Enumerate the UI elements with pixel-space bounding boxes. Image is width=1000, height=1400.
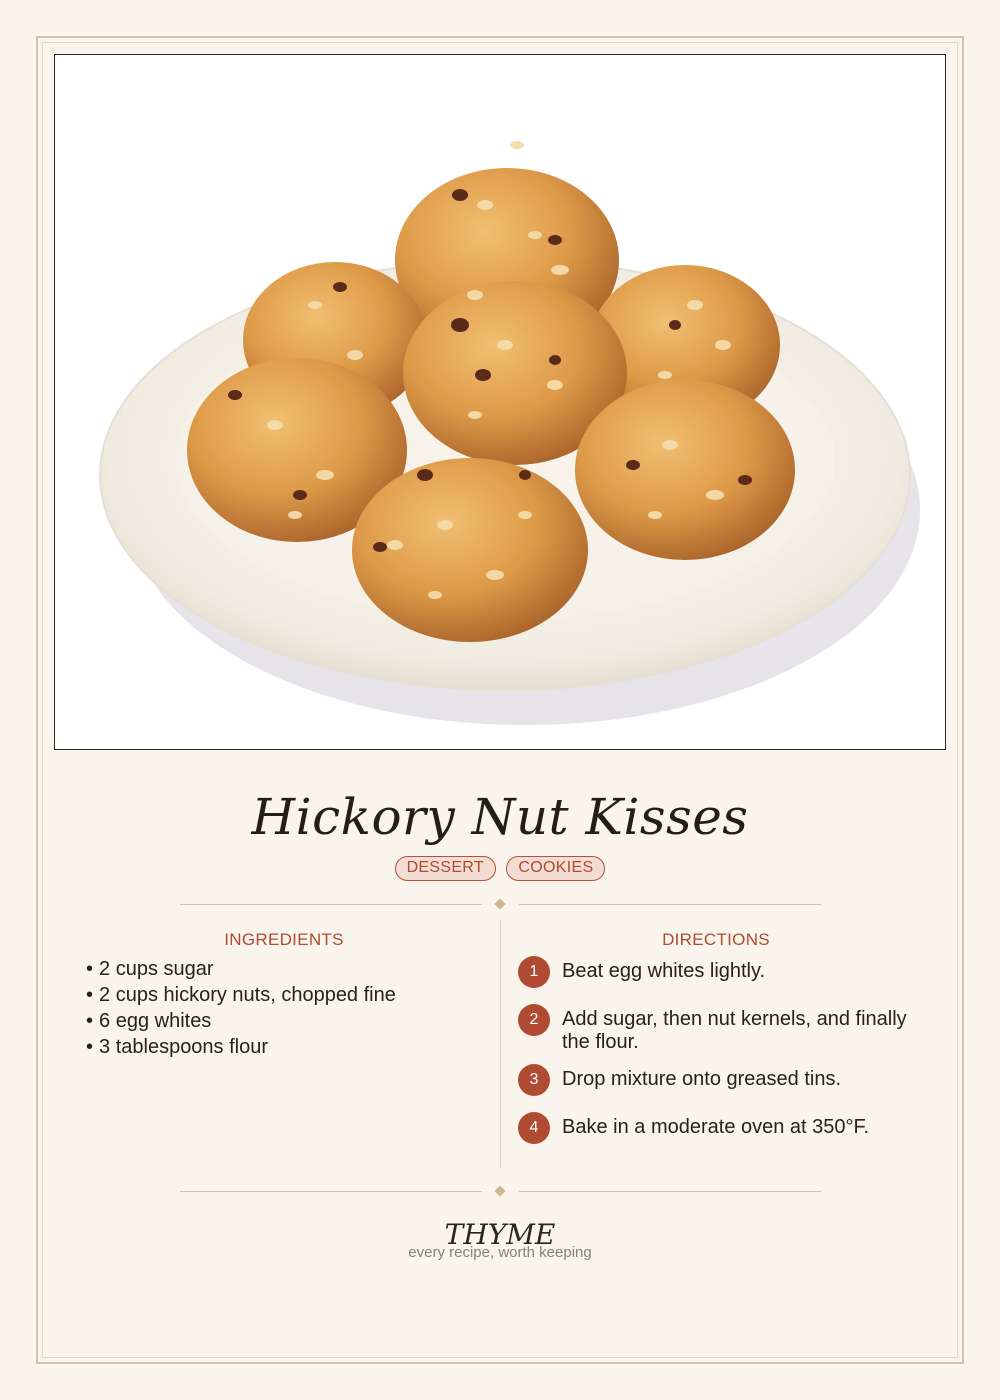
diamond-ornament-icon [494, 1185, 505, 1196]
column-separator [500, 920, 501, 1168]
step-number-badge: 2 [518, 1004, 550, 1036]
divider-bottom [180, 1185, 821, 1199]
tag-dessert[interactable]: DESSERT [395, 856, 496, 881]
ingredients-heading: INGREDIENTS [224, 930, 344, 949]
step-number-badge: 4 [518, 1112, 550, 1144]
step-number-badge: 1 [518, 956, 550, 988]
tag-list [0, 856, 1000, 881]
ingredient-item: • 2 cups sugar [86, 956, 486, 982]
step-text: Beat egg whites lightly. [562, 960, 766, 982]
directions-heading: DIRECTIONS [662, 930, 770, 949]
ingredient-item: • 6 egg whites [86, 1008, 486, 1034]
diamond-ornament-icon [494, 898, 505, 909]
step-number-badge: 3 [518, 1064, 550, 1096]
brand-logo: THYME [444, 1218, 556, 1251]
ingredients-list [86, 956, 486, 1060]
step-text: Drop mixture onto greased tins. [562, 1068, 842, 1090]
step-text: Add sugar, then nut kernels, and finally the flour. [562, 1008, 907, 1053]
step-text: Bake in a moderate oven at 350°F. [562, 1116, 870, 1138]
ingredient-item: • 3 tablespoons flour [86, 1034, 486, 1060]
tag-cookies[interactable]: COOKIES [506, 856, 605, 881]
recipe-illustration [54, 54, 946, 750]
cookie-plate-illustration [55, 55, 945, 749]
brand-tagline: every recipe, worth keeping [408, 1244, 592, 1261]
divider-top [180, 898, 821, 912]
ingredient-item: • 2 cups hickory nuts, chopped fine [86, 982, 486, 1008]
recipe-title: Hickory Nut Kisses [251, 788, 749, 846]
